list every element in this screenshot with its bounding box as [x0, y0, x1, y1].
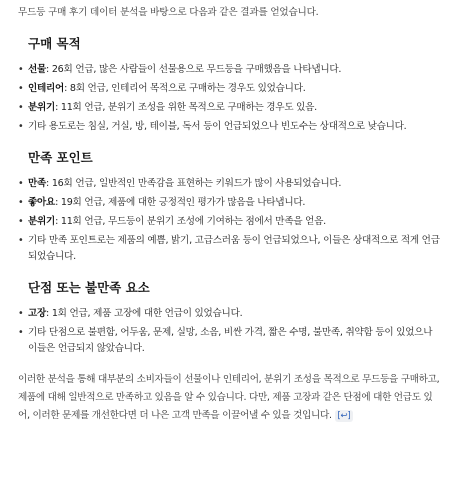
item-text: : 8회 언급, 인테리어 목적으로 구매하는 경우도 있었습니다. — [64, 83, 306, 94]
item-label: 만족 — [28, 178, 47, 189]
list-item — [18, 119, 443, 135]
conclusion-text: 이러한 분석을 통해 대부분의 소비자들이 선물이나 인테리어, 분위기 조성을 목적으로 무드등을 구매하고, 제품에 대해 일반적으로 만족하고 있음을 알 수 있습니다. 다만, 제품 고장과 같은 단점에 대한 언급도 있어, 이러한 문제를 개선한다면 더 나은 고객 만족을 이끌어낼 수 있을 것입니다. — [18, 374, 440, 421]
conclusion-paragraph — [18, 371, 443, 425]
section-drawbacks — [18, 279, 443, 357]
bullet-list — [18, 62, 443, 135]
bullet-list — [18, 306, 443, 357]
item-label: 분위기 — [28, 216, 56, 227]
section-title: 만족 포인트 — [28, 150, 93, 165]
list-item — [18, 100, 443, 116]
list-item — [18, 195, 443, 211]
item-text: 기타 단점으로 불편함, 어두움, 문제, 실망, 소음, 비싼 가격, 짧은 수명, 불만족, 취약함 등이 있었으나 이들은 언급되지 않았습니다. — [28, 327, 433, 354]
item-text: : 26회 언급, 많은 사람들이 선물용으로 무드등을 구매했음을 나타냅니다. — [46, 64, 342, 75]
item-text: 기타 만족 포인트로는 제품의 예쁨, 밝기, 고급스러움 등이 언급되었으나, 이들은 상대적으로 적게 언급되었습니다. — [28, 235, 440, 262]
list-item — [18, 62, 443, 78]
item-label: 분위기 — [28, 102, 56, 113]
item-text: : 11회 언급, 분위기 조성을 위한 목적으로 구매하는 경우도 있음. — [55, 102, 317, 113]
item-text: : 19회 언급, 제품에 대한 긍정적인 평가가 많음을 나타냅니다. — [55, 197, 306, 208]
bullet-list — [18, 176, 443, 265]
item-text: 기타 용도로는 침실, 거실, 방, 테이블, 독서 등이 언급되었으나 빈도수는 상대적으로 낮습니다. — [28, 121, 407, 132]
item-text: : 1회 언급, 제품 고장에 대한 언급이 있었습니다. — [46, 308, 243, 319]
section-title: 구매 목적 — [28, 36, 81, 51]
item-label: 선물 — [28, 64, 47, 75]
section-title: 단점 또는 불만족 요소 — [28, 280, 150, 295]
list-item — [18, 176, 443, 192]
list-item — [18, 306, 443, 322]
citation-link[interactable]: [↩] — [335, 410, 354, 422]
list-item — [18, 81, 443, 97]
list-item — [18, 233, 443, 265]
item-label: 고장 — [28, 308, 47, 319]
list-item — [18, 214, 443, 230]
item-text: : 11회 언급, 무드등이 분위기 조성에 기여하는 점에서 만족을 얻음. — [55, 216, 326, 227]
item-label: 인테리어 — [28, 83, 65, 94]
section-purchase-purpose — [18, 35, 443, 135]
item-text: : 16회 언급, 일반적인 만족감을 표현하는 키워드가 많이 사용되었습니다. — [46, 178, 342, 189]
item-label: 좋아요 — [28, 197, 56, 208]
list-item — [18, 325, 443, 357]
intro-text: 무드등 구매 후기 데이터 분석을 바탕으로 다음과 같은 결과를 얻었습니다. — [18, 7, 319, 18]
section-satisfaction-points — [18, 149, 443, 265]
